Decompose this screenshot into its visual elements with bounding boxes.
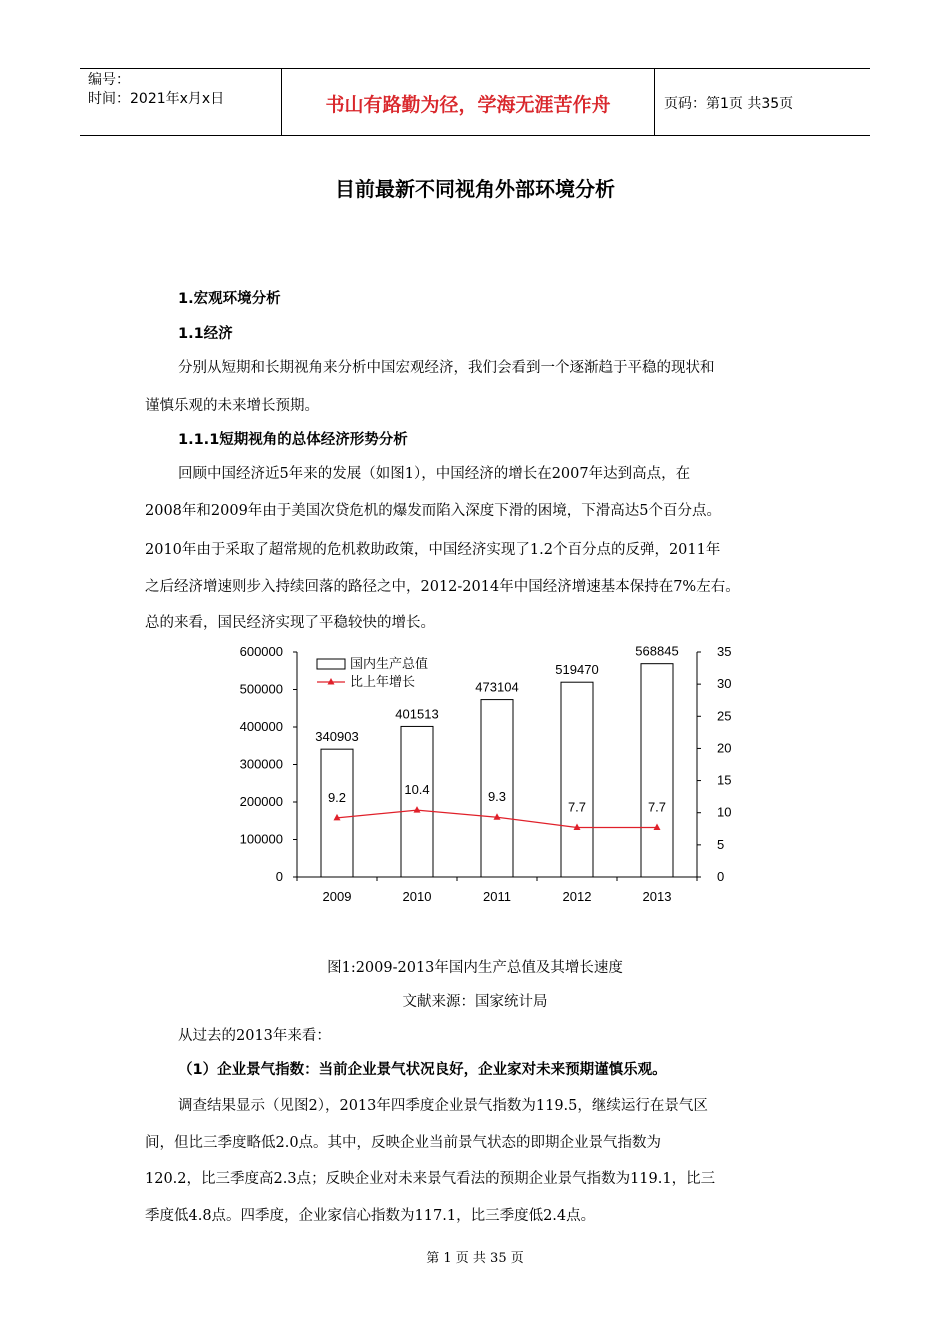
x-axis-tick-label: 2010 <box>402 889 432 904</box>
paragraph-2-line-2: 2008年和2009年由于美国次贷危机的爆发而陷入深度下滑的困境，下滑高达5个百分点。 <box>145 503 722 519</box>
point-1-heading: （1）企业景气指数：当前企业景气状况良好，企业家对未来预期谨慎乐观。 <box>178 1062 667 1078</box>
left-axis-tick-label: 300000 <box>239 756 283 772</box>
header-divider-right <box>654 68 655 135</box>
paragraph-2-line-3: 2010年由于采取了超常规的危机救助政策，中国经济实现了1.2个百分点的反弹，2011年 <box>145 542 721 558</box>
header-time: 时间：2021年x月x日 <box>88 91 225 107</box>
growth-point-label: 9.3 <box>487 789 507 805</box>
right-axis-tick-label: 15 <box>717 772 732 788</box>
figure-source: 文献来源：国家统计局 <box>402 994 548 1010</box>
figure-caption: 图1:2009-2013年国内生产总值及其增长速度 <box>327 960 623 976</box>
right-axis-tick-label: 0 <box>717 869 725 884</box>
paragraph-4-line-1: 调查结果显示（见图2），2013年四季度企业景气指数为119.5，继续运行在景气区 <box>178 1098 708 1114</box>
right-axis-tick-label: 5 <box>717 836 725 852</box>
paragraph-4-line-2: 间，但比三季度略低2.0点。其中，反映企业当前景气状态的即期企业景气指数为 <box>145 1135 662 1151</box>
growth-point-label: 10.4 <box>404 782 430 798</box>
paragraph-4-line-4: 季度低4.8点。四季度，企业家信心指数为117.1，比三季度低2.4点。 <box>145 1208 596 1224</box>
paragraph-2-line-1: 回顾中国经济近5年来的发展（如图1），中国经济的增长在2007年达到高点，在 <box>178 466 691 482</box>
growth-point-label: 7.7 <box>567 799 587 815</box>
paragraph-4-line-3: 120.2，比三季度高2.3点；反映企业对未来景气看法的预期企业景气指数为119.1，比三 <box>145 1171 716 1187</box>
paragraph-3: 从过去的2013年来看： <box>178 1028 331 1044</box>
header-motto: 书山有路勤为径，学海无涯苦作舟 <box>325 94 611 116</box>
section-heading-1: 1.宏观环境分析 <box>178 291 281 307</box>
header-top-border <box>80 68 870 69</box>
gdp-bar <box>321 749 353 877</box>
right-axis-tick-label: 25 <box>717 708 732 724</box>
paragraph-2-line-4: 之后经济增速则步入持续回落的路径之中，2012-2014年中国经济增速基本保持在7%左右。 <box>145 579 740 595</box>
right-axis-tick-label: 30 <box>717 676 732 692</box>
growth-point-label: 7.7 <box>647 799 667 815</box>
document-title: 目前最新不同视角外部环境分析 <box>335 177 615 201</box>
left-axis-tick-label: 600000 <box>239 644 283 659</box>
header-number: 编号： <box>88 72 130 88</box>
legend-bar-swatch <box>317 659 345 669</box>
header-bottom-border <box>80 135 870 136</box>
left-axis-tick-label: 200000 <box>239 794 283 809</box>
growth-point-label: 9.2 <box>327 789 347 805</box>
left-axis-tick-label: 500000 <box>239 681 283 697</box>
right-axis-tick-label: 20 <box>717 740 732 756</box>
header-page-info: 页码：第1页 共35页 <box>664 96 794 112</box>
paragraph-1-line-1: 分别从短期和长期视角来分析中国宏观经济，我们会看到一个逐渐趋于平稳的现状和 <box>178 360 715 376</box>
gdp-bar-label: 568845 <box>635 643 679 659</box>
paragraph-2-line-5: 总的来看，国民经济实现了平稳较快的增长。 <box>145 615 435 631</box>
paragraph-1-line-2: 谨慎乐观的未来增长预期。 <box>145 398 319 414</box>
page-footer: 第 1 页 共 35 页 <box>426 1251 524 1266</box>
gdp-chart <box>222 638 742 908</box>
x-axis-tick-label: 2011 <box>483 889 511 904</box>
gdp-bar-label: 340903 <box>315 729 359 745</box>
right-axis-tick-label: 10 <box>717 804 732 820</box>
legend-line-marker <box>328 678 335 685</box>
x-axis-tick-label: 2013 <box>642 889 672 904</box>
legend-bar-label: 国内生产总值 <box>350 656 429 671</box>
gdp-bar <box>401 726 433 877</box>
x-axis-tick-label: 2012 <box>562 889 592 904</box>
gdp-bar-label: 473104 <box>475 679 519 695</box>
gdp-bar-label: 401513 <box>395 706 439 722</box>
left-axis-tick-label: 0 <box>275 869 283 884</box>
legend-line-label: 比上年增长 <box>350 674 416 689</box>
x-axis-tick-label: 2009 <box>322 889 352 904</box>
section-heading-1-1: 1.1经济 <box>178 326 233 342</box>
right-axis-tick-label: 35 <box>717 644 732 659</box>
left-axis-tick-label: 100000 <box>239 831 283 847</box>
header-left-info <box>88 71 224 109</box>
left-axis-tick-label: 400000 <box>239 719 283 734</box>
gdp-bar-label: 519470 <box>555 662 599 678</box>
section-heading-1-1-1: 1.1.1短期视角的总体经济形势分析 <box>178 432 408 448</box>
gdp-bar <box>561 682 593 877</box>
gdp-bar <box>641 664 673 877</box>
